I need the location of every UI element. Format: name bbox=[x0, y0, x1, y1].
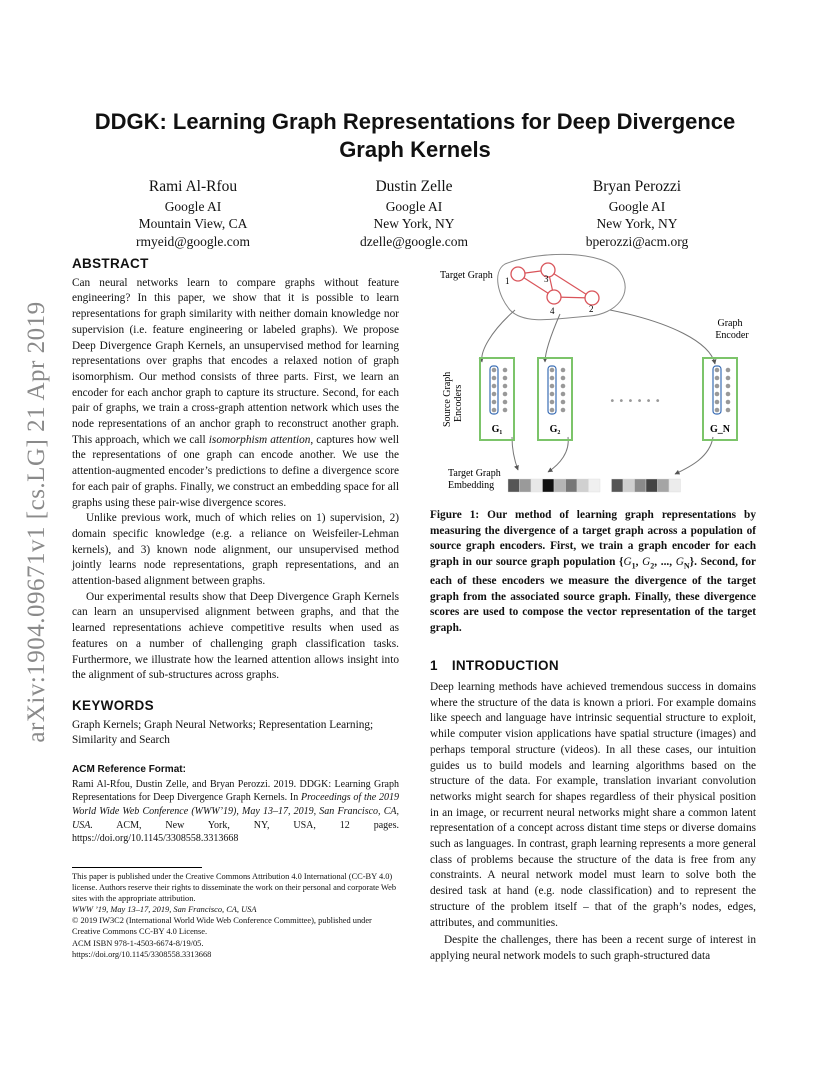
node-label: 3 bbox=[544, 274, 549, 284]
footnote-license: This paper is published under the Creative Commons Attribution 4.0 International (CC-BY 4.0) license. Authors reserve their rights to disseminate the work on their personal and corporate Web sites with the appropriate attribution. bbox=[72, 872, 397, 904]
acm-ref-venue: Proceedings of the 2019 World Wide Web Conference (WWW’19), May 13–17, 2019, San Francisco, CA, USA. bbox=[72, 792, 400, 831]
author-name: Bryan Perozzi bbox=[592, 178, 682, 195]
embedding-label: Target Graph bbox=[448, 468, 501, 479]
encoder-label: G_N bbox=[710, 424, 730, 435]
embedding-cell bbox=[612, 479, 624, 492]
abstract-paragraph-1 bbox=[72, 276, 399, 512]
abstract-heading: ABSTRACT bbox=[72, 256, 149, 271]
author-affiliation: Google AI bbox=[164, 198, 222, 214]
arxiv-sidebar bbox=[0, 0, 70, 1072]
author-block-1 bbox=[93, 178, 293, 250]
acm-reference-heading: ACM Reference Format: bbox=[72, 764, 186, 776]
caption-sub-n: N bbox=[683, 561, 690, 571]
footnote-doi: https://doi.org/10.1145/3308558.3313668 bbox=[72, 949, 212, 959]
embedding-cell bbox=[623, 479, 635, 492]
embedding-cell bbox=[577, 479, 589, 492]
source-graph-encoders-label: Source Graph bbox=[442, 371, 453, 427]
caption-text-a: Figure 1: Our method of learning graph representations by measuring the divergence of a target graph across a population of source graph encoders. First, we train a graph encoder for each graph in our source graph population { bbox=[430, 509, 756, 569]
graph-node bbox=[547, 290, 561, 304]
right-column-body bbox=[430, 680, 756, 965]
intro-paragraph-1: Deep learning methods have achieved tremendous success in domains where the structure of the data is known a priori. For example domains like speech and language have intrinsic sequential structure to exploit, while computer vision applications have spatial structure (images) and perhaps temporal structure (videos). In all these cases, our intuition guides us to build models and learning algorithms based on the structure of the data. For example, translation invariant convolution networks might search for shapes regardless of their physical position in an image, or recurrent neural networks might share a common latent representation of a concept across distant time steps or diverse domains such as languages. In contrast, graph learning represents a more general class of problems because the structure of the data is free from any constraints. A neural network model must learn to solve both the desired task at hand (e.g. node classification) and to represent the structure of the problem itself – that of the graph’s nodes, edges, attributes, and communities. bbox=[430, 681, 756, 929]
graph-encoder-label: Graph bbox=[717, 318, 743, 329]
author-email: rmyeid@google.com bbox=[135, 233, 251, 249]
encoder-box-1 bbox=[480, 358, 514, 440]
left-column bbox=[72, 256, 399, 846]
intro-paragraph-2: Despite the challenges, there has been a recent surge of interest in applying neural network models to such graph-structured data bbox=[430, 934, 756, 962]
abstract-paragraph-3: Our experimental results show that Deep Divergence Graph Kernels can learn an unsupervised alignment between graphs, and that the learned representations achieve competitive results when used as features on a number of challenging graph classification tasks. Furthermore, we illustrate how the learned attention allows insight into the alignment of sub-structures across graphs. bbox=[72, 590, 399, 682]
section-title: INTRODUCTION bbox=[451, 658, 559, 673]
embedding-cell bbox=[669, 479, 681, 492]
node-label: 4 bbox=[550, 306, 555, 316]
target-graph-label: Target Graph bbox=[440, 270, 493, 281]
caption-g1: G bbox=[623, 556, 632, 569]
keywords-text: Graph Kernels; Graph Neural Networks; Representation Learning; Similarity and Search bbox=[72, 718, 374, 747]
flow-arrows bbox=[482, 310, 715, 474]
embedding-cell bbox=[646, 479, 658, 492]
encoder-ellipsis: • • • • • • bbox=[609, 396, 661, 407]
paper-title bbox=[70, 108, 760, 164]
author-location: Mountain View, CA bbox=[138, 216, 248, 231]
footnote-isbn: ACM ISBN 978-1-4503-6674-8/19/05. bbox=[72, 938, 204, 948]
embedding-cell bbox=[658, 479, 670, 492]
author-name: Rami Al-Rfou bbox=[148, 178, 238, 195]
figure-1-caption: Figure 1: Our method of learning graph representations by measuring the divergence of a target graph across a population of source graph encoders. First, we train a graph encoder for each graph in our source graph population {$G_1$, $G_2$, ..., $G_N$}. Second, for each of these encoders we measure the divergence of the target graph from the associated source graph. Finally, these divergence scores are used to compose the vector representation of the target graph. bbox=[430, 509, 756, 635]
acm-ref-part-1: Rami Al-Rfou, Dustin Zelle, and Bryan Perozzi. 2019. DDGK: Learning Graph Representations for Deep Divergence Graph Kernels. In bbox=[72, 778, 399, 804]
figure-1-diagram bbox=[430, 252, 760, 497]
acm-reference-text bbox=[72, 778, 399, 846]
graph-node bbox=[511, 267, 525, 281]
embedding-vector bbox=[508, 479, 681, 492]
title-line-2: Graph Kernels bbox=[339, 137, 491, 162]
encoder-label: G₁ bbox=[491, 424, 503, 435]
abstract-p1-text: Can neural networks learn to compare graphs without feature engineering? In this paper, we show that it is possible to learn representations for graph similarity with neither domain knowledge nor supervision (i.e. feature engineering or labeled graphs). We propose Deep Divergence Graph Kernels, an unsupervised method for learning representations over graphs that encodes a relaxed notion of graph isomorphism. Our method consists of three parts. First, we learn an encoder for each anchor graph to capture its structure. Second, for each pair of graphs, we train a cross-graph attention network which uses the node representations of an anchor graph to reconstruct another graph. This approach, which we call bbox=[72, 276, 399, 446]
graph-encoder-label-2: Encoder bbox=[715, 330, 749, 341]
embedding-cell bbox=[508, 479, 520, 492]
copyright-footnote bbox=[72, 871, 402, 960]
target-graph-nodes bbox=[511, 263, 599, 305]
author-name: Dustin Zelle bbox=[375, 178, 453, 195]
encoder-label: G₂ bbox=[549, 424, 561, 435]
author-affiliation: Google AI bbox=[608, 198, 666, 214]
author-block-2 bbox=[314, 178, 514, 250]
node-label: 1 bbox=[505, 276, 510, 286]
caption-g2: G bbox=[642, 556, 651, 569]
embedding-label-2: Embedding bbox=[448, 480, 495, 491]
target-graph-outline bbox=[498, 254, 625, 319]
abstract-p1-rest: , captures how well the representations of one graph can encode another. We use the attention-augmented encoder’s predictions to define a divergence score for each pair of graphs. Finally, we construct an embedding space for all graphs using these pair-wise divergence scores. bbox=[72, 433, 399, 509]
caption-sub-1: 1 bbox=[631, 561, 636, 571]
embedding-cell bbox=[531, 479, 543, 492]
author-location: New York, NY bbox=[596, 216, 678, 231]
caption-text-b: }. Second, for each of these encoders we measure the divergence of the target graph from the associated source graph. Finally, these divergence scores are used to compose the vector representation of the target graph. bbox=[430, 556, 756, 635]
title-line-1: DDGK: Learning Graph Representations for Deep Divergence bbox=[94, 109, 736, 134]
embedding-cell bbox=[543, 479, 555, 492]
embedding-cell bbox=[589, 479, 601, 492]
arxiv-identifier: arXiv:1904.09671v1 [cs.LG] 21 Apr 2019 bbox=[23, 301, 50, 743]
author-email: dzelle@google.com bbox=[359, 233, 469, 249]
footnote-rule bbox=[72, 867, 202, 868]
graph-node bbox=[585, 291, 599, 305]
footnote-venue: WWW ’19, May 13–17, 2019, San Francisco, CA, USA bbox=[72, 905, 257, 915]
source-graph-encoders-label-2: Encoders bbox=[453, 384, 464, 422]
footnote-copyright: © 2019 IW3C2 (International World Wide Web Conference Committee), published under Creative Commons CC-BY 4.0 License. bbox=[72, 916, 372, 937]
section-number: 1 bbox=[430, 658, 438, 673]
caption-gn: G bbox=[675, 556, 684, 569]
encoder-box-2 bbox=[538, 358, 572, 440]
node-label: 2 bbox=[589, 304, 594, 314]
introduction-heading bbox=[430, 658, 559, 673]
author-affiliation: Google AI bbox=[385, 198, 443, 214]
embedding-cell bbox=[520, 479, 532, 492]
author-block-3 bbox=[537, 178, 737, 250]
embedding-cell bbox=[566, 479, 578, 492]
abstract-emphasis: isomorphism attention bbox=[208, 433, 311, 446]
author-location: New York, NY bbox=[373, 216, 455, 231]
embedding-cell bbox=[554, 479, 566, 492]
embedding-cell bbox=[635, 479, 647, 492]
acm-ref-part-2: ACM, New York, NY, USA, 12 pages. https://doi.org/10.1145/3308558.3313668 bbox=[72, 819, 399, 845]
keywords-heading: KEYWORDS bbox=[72, 697, 154, 713]
caption-sub-2: 2 bbox=[650, 561, 655, 571]
author-email: bperozzi@acm.org bbox=[585, 233, 689, 249]
abstract-paragraph-2: Unlike previous work, much of which relies on 1) supervision, 2) domain specific knowledge (e.g. a reliance on Weisfeiler-Lehman kernels), and 3) known node alignment, our unsupervised method jointly learns node representations, graph representations, and an attention-based alignment between graphs. bbox=[72, 512, 399, 588]
encoder-box-n bbox=[703, 358, 737, 440]
